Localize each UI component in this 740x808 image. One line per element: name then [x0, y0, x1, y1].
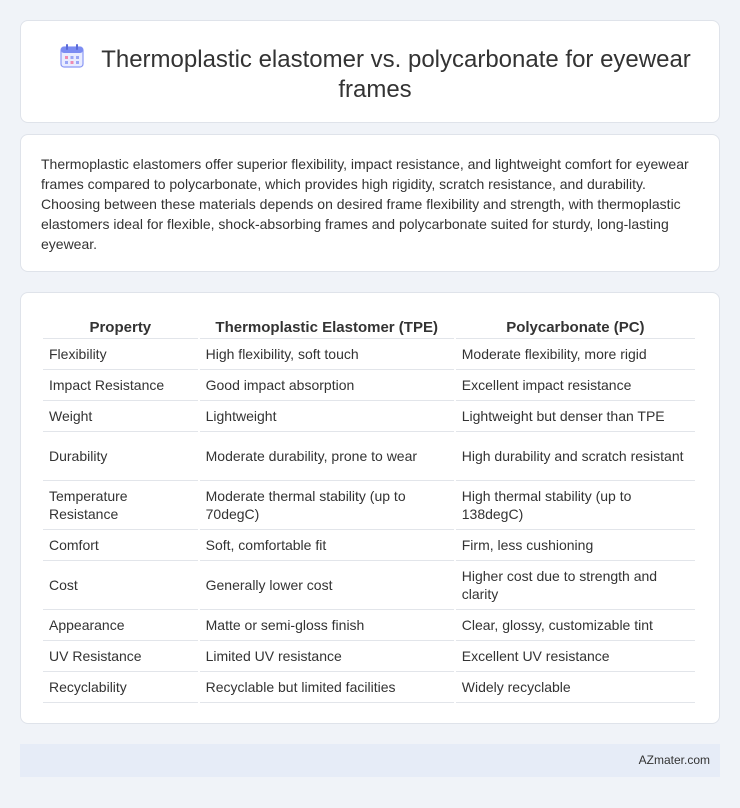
cell-pc: Moderate flexibility, more rigid — [456, 339, 695, 370]
cell-property: Appearance — [43, 610, 198, 641]
cell-pc: Firm, less cushioning — [456, 530, 695, 561]
header-property: Property — [43, 313, 198, 339]
table-row — [43, 432, 695, 481]
cell-pc: Excellent UV resistance — [456, 641, 695, 672]
table-row — [43, 370, 695, 401]
cell-pc: Widely recyclable — [456, 672, 695, 703]
cell-tpe: Moderate thermal stability (up to 70degC) — [200, 481, 454, 530]
cell-tpe: Recyclable but limited facilities — [200, 672, 454, 703]
page-title — [51, 43, 699, 105]
table-row — [43, 401, 695, 432]
table-header-row — [43, 313, 695, 339]
header-pc: Polycarbonate (PC) — [456, 313, 695, 339]
cell-pc: High thermal stability (up to 138degC) — [456, 481, 695, 530]
cell-tpe: High flexibility, soft touch — [200, 339, 454, 370]
table-row — [43, 339, 695, 370]
table-row — [43, 481, 695, 530]
cell-tpe: Moderate durability, prone to wear — [200, 432, 454, 481]
cell-pc: Higher cost due to strength and clarity — [456, 561, 695, 610]
cell-property: Impact Resistance — [43, 370, 198, 401]
cell-tpe: Good impact absorption — [200, 370, 454, 401]
comparison-table-card — [20, 292, 720, 724]
header-tpe: Thermoplastic Elastomer (TPE) — [200, 313, 454, 339]
cell-property: Recyclability — [43, 672, 198, 703]
cell-property: Weight — [43, 401, 198, 432]
table-row — [43, 530, 695, 561]
footer-site-link[interactable]: AZmater.com — [638, 753, 710, 767]
cell-property: Temperature Resistance — [43, 481, 198, 530]
comparison-table — [41, 313, 697, 703]
footer-bar — [20, 744, 720, 777]
cell-tpe: Soft, comfortable fit — [200, 530, 454, 561]
table-row — [43, 610, 695, 641]
cell-tpe: Matte or semi-gloss finish — [200, 610, 454, 641]
cell-property: Flexibility — [43, 339, 198, 370]
calendar-icon — [59, 43, 85, 69]
table-row — [43, 672, 695, 703]
title-card — [20, 20, 720, 123]
summary-card — [20, 134, 720, 272]
cell-tpe: Generally lower cost — [200, 561, 454, 610]
table-row — [43, 641, 695, 672]
cell-pc: Excellent impact resistance — [456, 370, 695, 401]
cell-tpe: Lightweight — [200, 401, 454, 432]
table-row — [43, 561, 695, 610]
cell-pc: Lightweight but denser than TPE — [456, 401, 695, 432]
summary-text: Thermoplastic elastomers offer superior flexibility, impact resistance, and lightweight comfort for eyewear frames compared to polycarbonate, which provides high rigidity, scratch resistance, and durability. Choosing between these materials depends on desired frame flexibility and strength, with thermoplastic elastomers ideal for flexible, shock-absorbing frames and polycarbonate suited for sturdy, long-lasting eyewear. — [41, 156, 689, 252]
page-title-text: Thermoplastic elastomer vs. polycarbonate for eyewear frames — [101, 46, 691, 103]
cell-property: UV Resistance — [43, 641, 198, 672]
cell-property: Durability — [43, 432, 198, 481]
cell-property: Comfort — [43, 530, 198, 561]
cell-pc: High durability and scratch resistant — [456, 432, 695, 481]
cell-property: Cost — [43, 561, 198, 610]
cell-tpe: Limited UV resistance — [200, 641, 454, 672]
cell-pc: Clear, glossy, customizable tint — [456, 610, 695, 641]
